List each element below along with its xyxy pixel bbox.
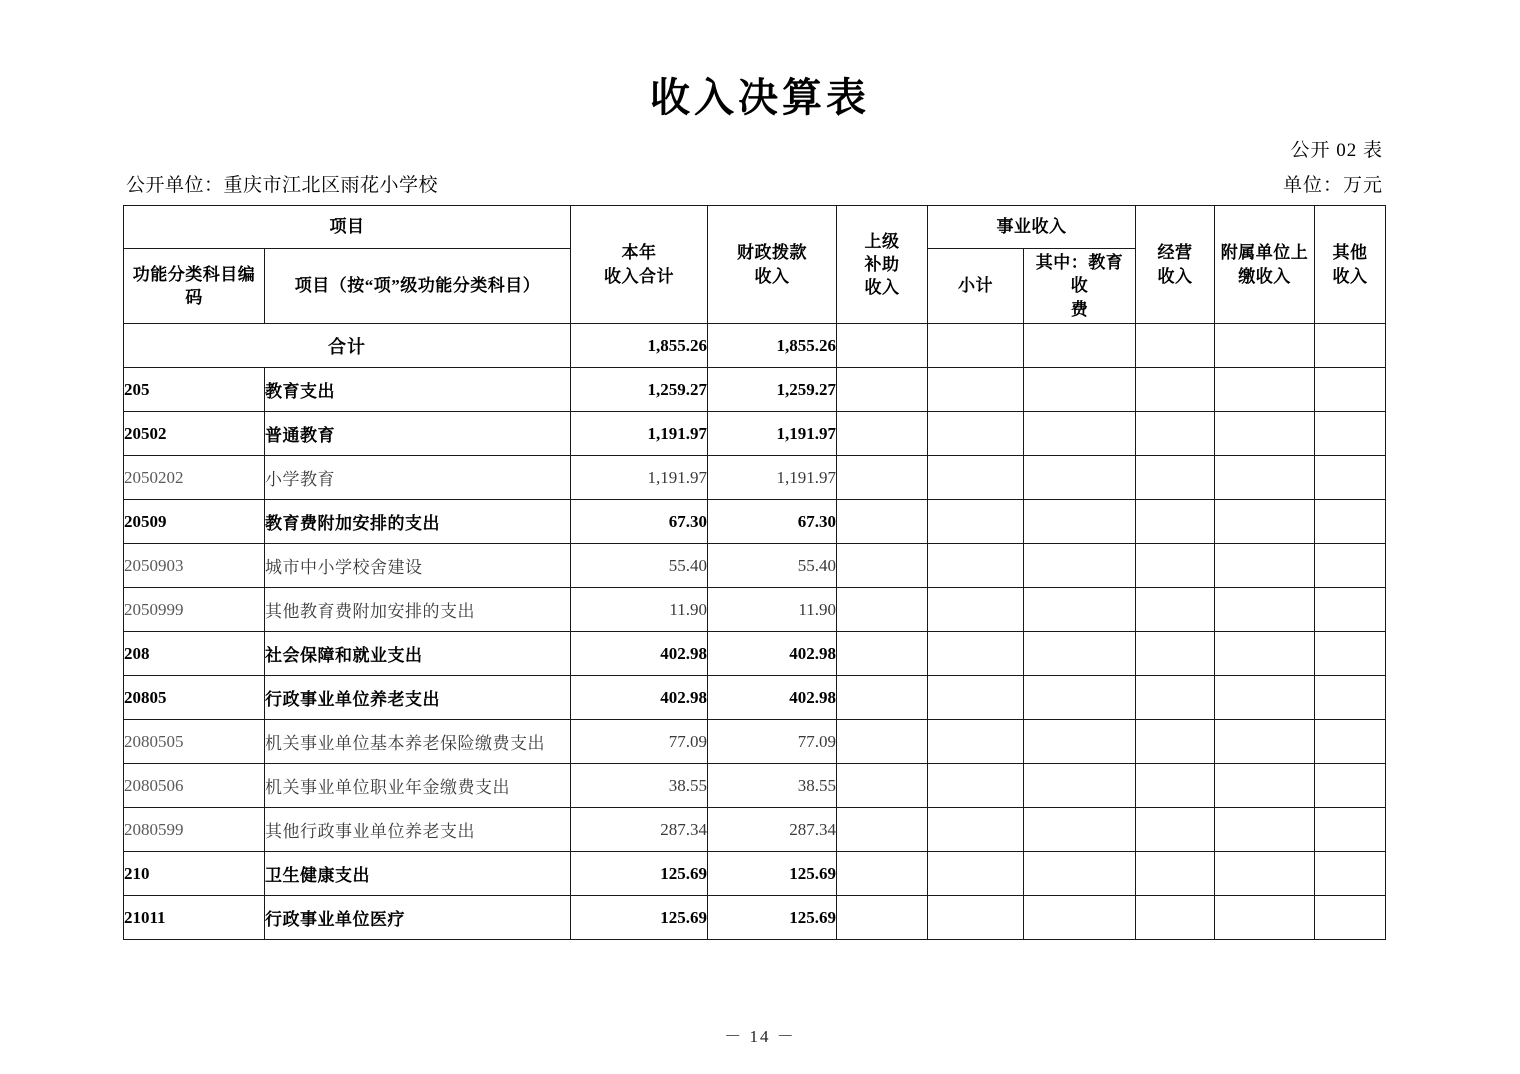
row-superior-subsidy [837, 588, 928, 632]
row-fiscal-appropriation: 287.34 [708, 808, 837, 852]
header-affiliated-line2: 缴收入 [1238, 266, 1291, 286]
unit-note-label: 单位：万元 [1282, 175, 1383, 196]
table-row [124, 544, 1386, 588]
row-business-subtotal [928, 324, 1024, 368]
row-code: 20509 [124, 500, 265, 544]
header-operating-line2: 收入 [1157, 266, 1193, 286]
table-header [124, 206, 1386, 324]
row-fiscal-appropriation: 38.55 [708, 764, 837, 808]
row-fiscal-appropriation: 1,191.97 [708, 412, 837, 456]
table-row [124, 588, 1386, 632]
row-superior-subsidy [837, 368, 928, 412]
row-business-subtotal [928, 500, 1024, 544]
header-business-subtotal: 小计 [928, 249, 1024, 324]
row-business-subtotal [928, 808, 1024, 852]
row-total-income: 402.98 [571, 676, 708, 720]
row-business-edu-fee [1024, 324, 1136, 368]
header-fiscal-line1: 财政拨款 [737, 243, 807, 263]
row-other-income [1315, 500, 1386, 544]
row-affiliated-unit-income [1215, 324, 1315, 368]
header-other-line1: 其他 [1332, 243, 1368, 263]
row-total-income: 1,855.26 [571, 324, 708, 368]
row-other-income [1315, 588, 1386, 632]
table-row [124, 412, 1386, 456]
row-total-income: 402.98 [571, 632, 708, 676]
row-fiscal-appropriation: 125.69 [708, 896, 837, 940]
row-name: 小学教育 [265, 456, 571, 500]
row-affiliated-unit-income [1215, 368, 1315, 412]
row-code: 2080506 [124, 764, 265, 808]
header-other-line2: 收入 [1332, 266, 1368, 286]
row-code: 2080599 [124, 808, 265, 852]
row-other-income [1315, 720, 1386, 764]
row-name: 行政事业单位养老支出 [265, 676, 571, 720]
row-other-income [1315, 324, 1386, 368]
header-operating-line1: 经营 [1157, 243, 1193, 263]
row-affiliated-unit-income [1215, 456, 1315, 500]
row-name: 教育费附加安排的支出 [265, 500, 571, 544]
row-code: 20502 [124, 412, 265, 456]
row-operating-income [1136, 544, 1215, 588]
table-row [124, 896, 1386, 940]
row-superior-subsidy [837, 676, 928, 720]
row-fiscal-appropriation: 1,259.27 [708, 368, 837, 412]
row-total-income: 67.30 [571, 500, 708, 544]
table-row [124, 456, 1386, 500]
row-affiliated-unit-income [1215, 412, 1315, 456]
header-total-income-line1: 本年 [621, 243, 657, 263]
table-row [124, 720, 1386, 764]
publisher-label: 公开单位：重庆市江北区雨花小学校 [126, 175, 439, 196]
row-code: 2080505 [124, 720, 265, 764]
table-row [124, 852, 1386, 896]
header-edu-fee-line1: 其中：教育收 [1035, 253, 1124, 296]
row-business-subtotal [928, 896, 1024, 940]
row-fiscal-appropriation: 1,191.97 [708, 456, 837, 500]
row-operating-income [1136, 896, 1215, 940]
row-business-edu-fee [1024, 456, 1136, 500]
header-fiscal-appropriation [708, 206, 837, 324]
row-affiliated-unit-income [1215, 808, 1315, 852]
row-total-income: 55.40 [571, 544, 708, 588]
header-operating-income [1136, 206, 1215, 324]
row-fiscal-appropriation: 11.90 [708, 588, 837, 632]
row-other-income [1315, 896, 1386, 940]
row-fiscal-appropriation: 55.40 [708, 544, 837, 588]
header-affiliated-line1: 附属单位上 [1220, 243, 1309, 263]
row-other-income [1315, 412, 1386, 456]
row-business-edu-fee [1024, 368, 1136, 412]
header-total-income [571, 206, 708, 324]
row-superior-subsidy [837, 896, 928, 940]
row-business-edu-fee [1024, 544, 1136, 588]
row-business-subtotal [928, 632, 1024, 676]
row-operating-income [1136, 588, 1215, 632]
row-superior-subsidy [837, 500, 928, 544]
income-final-accounts-table [123, 205, 1386, 940]
row-total-income: 125.69 [571, 896, 708, 940]
row-business-subtotal [928, 852, 1024, 896]
row-other-income [1315, 368, 1386, 412]
row-total-income: 287.34 [571, 808, 708, 852]
header-row-1 [124, 206, 1386, 249]
row-business-edu-fee [1024, 588, 1136, 632]
row-business-edu-fee [1024, 632, 1136, 676]
row-business-edu-fee [1024, 808, 1136, 852]
row-name: 行政事业单位医疗 [265, 896, 571, 940]
income-final-accounts-table-wrapper [123, 205, 1385, 940]
page-title: 收入决算表 [650, 74, 870, 121]
row-operating-income [1136, 720, 1215, 764]
row-business-edu-fee [1024, 896, 1136, 940]
row-other-income [1315, 632, 1386, 676]
row-superior-subsidy [837, 764, 928, 808]
row-business-subtotal [928, 368, 1024, 412]
row-business-edu-fee [1024, 720, 1136, 764]
row-other-income [1315, 764, 1386, 808]
row-superior-subsidy [837, 456, 928, 500]
row-fiscal-appropriation: 125.69 [708, 852, 837, 896]
row-business-subtotal [928, 456, 1024, 500]
row-business-subtotal [928, 720, 1024, 764]
row-fiscal-appropriation: 1,855.26 [708, 324, 837, 368]
row-name: 城市中小学校舍建设 [265, 544, 571, 588]
row-operating-income [1136, 808, 1215, 852]
table-row [124, 324, 1386, 368]
row-business-subtotal [928, 764, 1024, 808]
row-business-edu-fee [1024, 676, 1136, 720]
row-code: 2050903 [124, 544, 265, 588]
row-affiliated-unit-income [1215, 720, 1315, 764]
row-operating-income [1136, 324, 1215, 368]
header-edu-fee-line2: 费 [1070, 299, 1089, 319]
row-other-income [1315, 808, 1386, 852]
header-superior-line2: 补助 [864, 254, 900, 274]
row-business-subtotal [928, 544, 1024, 588]
row-fiscal-appropriation: 402.98 [708, 632, 837, 676]
row-business-edu-fee [1024, 852, 1136, 896]
row-affiliated-unit-income [1215, 852, 1315, 896]
row-business-edu-fee [1024, 412, 1136, 456]
header-code-column: 功能分类科目编码 [124, 249, 265, 324]
row-total-income: 38.55 [571, 764, 708, 808]
row-superior-subsidy [837, 324, 928, 368]
row-affiliated-unit-income [1215, 632, 1315, 676]
page-number-footer: － 14 － [724, 1027, 796, 1046]
row-code: 20805 [124, 676, 265, 720]
header-other-income [1315, 206, 1386, 324]
row-fiscal-appropriation: 67.30 [708, 500, 837, 544]
row-operating-income [1136, 676, 1215, 720]
header-superior-line3: 收入 [864, 278, 900, 298]
row-code: 2050202 [124, 456, 265, 500]
row-affiliated-unit-income [1215, 676, 1315, 720]
row-total-income: 1,191.97 [571, 412, 708, 456]
row-total-income: 11.90 [571, 588, 708, 632]
row-affiliated-unit-income [1215, 500, 1315, 544]
header-business-income-group: 事业收入 [928, 206, 1136, 249]
row-code: 2050999 [124, 588, 265, 632]
header-total-income-line2: 收入合计 [604, 266, 674, 286]
table-row [124, 764, 1386, 808]
row-name: 其他行政事业单位养老支出 [265, 808, 571, 852]
row-superior-subsidy [837, 412, 928, 456]
row-total-income: 125.69 [571, 852, 708, 896]
header-project-group: 项目 [124, 206, 571, 249]
table-body [124, 324, 1386, 940]
row-other-income [1315, 544, 1386, 588]
row-operating-income [1136, 852, 1215, 896]
row-affiliated-unit-income [1215, 544, 1315, 588]
row-name: 其他教育费附加安排的支出 [265, 588, 571, 632]
row-business-subtotal [928, 412, 1024, 456]
row-code: 210 [124, 852, 265, 896]
header-superior-line1: 上级 [864, 231, 900, 251]
row-name: 教育支出 [265, 368, 571, 412]
row-total-income: 1,191.97 [571, 456, 708, 500]
row-other-income [1315, 852, 1386, 896]
row-superior-subsidy [837, 808, 928, 852]
row-operating-income [1136, 456, 1215, 500]
row-other-income [1315, 456, 1386, 500]
row-name: 普通教育 [265, 412, 571, 456]
row-operating-income [1136, 412, 1215, 456]
table-row [124, 676, 1386, 720]
row-affiliated-unit-income [1215, 764, 1315, 808]
row-superior-subsidy [837, 632, 928, 676]
row-code: 208 [124, 632, 265, 676]
row-total-income: 1,259.27 [571, 368, 708, 412]
row-business-subtotal [928, 676, 1024, 720]
row-affiliated-unit-income [1215, 588, 1315, 632]
row-superior-subsidy [837, 544, 928, 588]
row-superior-subsidy [837, 852, 928, 896]
table-row [124, 808, 1386, 852]
row-name: 卫生健康支出 [265, 852, 571, 896]
header-superior-subsidy [837, 206, 928, 324]
row-business-subtotal [928, 588, 1024, 632]
row-business-edu-fee [1024, 764, 1136, 808]
row-fiscal-appropriation: 77.09 [708, 720, 837, 764]
table-row [124, 368, 1386, 412]
row-business-edu-fee [1024, 500, 1136, 544]
row-code: 21011 [124, 896, 265, 940]
row-superior-subsidy [837, 720, 928, 764]
header-fiscal-line2: 收入 [754, 266, 790, 286]
row-operating-income [1136, 764, 1215, 808]
row-name: 机关事业单位职业年金缴费支出 [265, 764, 571, 808]
header-affiliated-unit-income [1215, 206, 1315, 324]
row-operating-income [1136, 368, 1215, 412]
row-code: 205 [124, 368, 265, 412]
row-other-income [1315, 676, 1386, 720]
row-affiliated-unit-income [1215, 896, 1315, 940]
row-name: 社会保障和就业支出 [265, 632, 571, 676]
header-business-edu-fee [1024, 249, 1136, 324]
row-name: 机关事业单位基本养老保险缴费支出 [265, 720, 571, 764]
form-number-label: 公开 02 表 [1290, 140, 1383, 161]
table-row [124, 500, 1386, 544]
row-total-label: 合计 [124, 324, 571, 368]
row-fiscal-appropriation: 402.98 [708, 676, 837, 720]
row-operating-income [1136, 500, 1215, 544]
table-row [124, 632, 1386, 676]
row-operating-income [1136, 632, 1215, 676]
row-total-income: 77.09 [571, 720, 708, 764]
header-name-column: 项目（按“项”级功能分类科目） [265, 249, 571, 324]
